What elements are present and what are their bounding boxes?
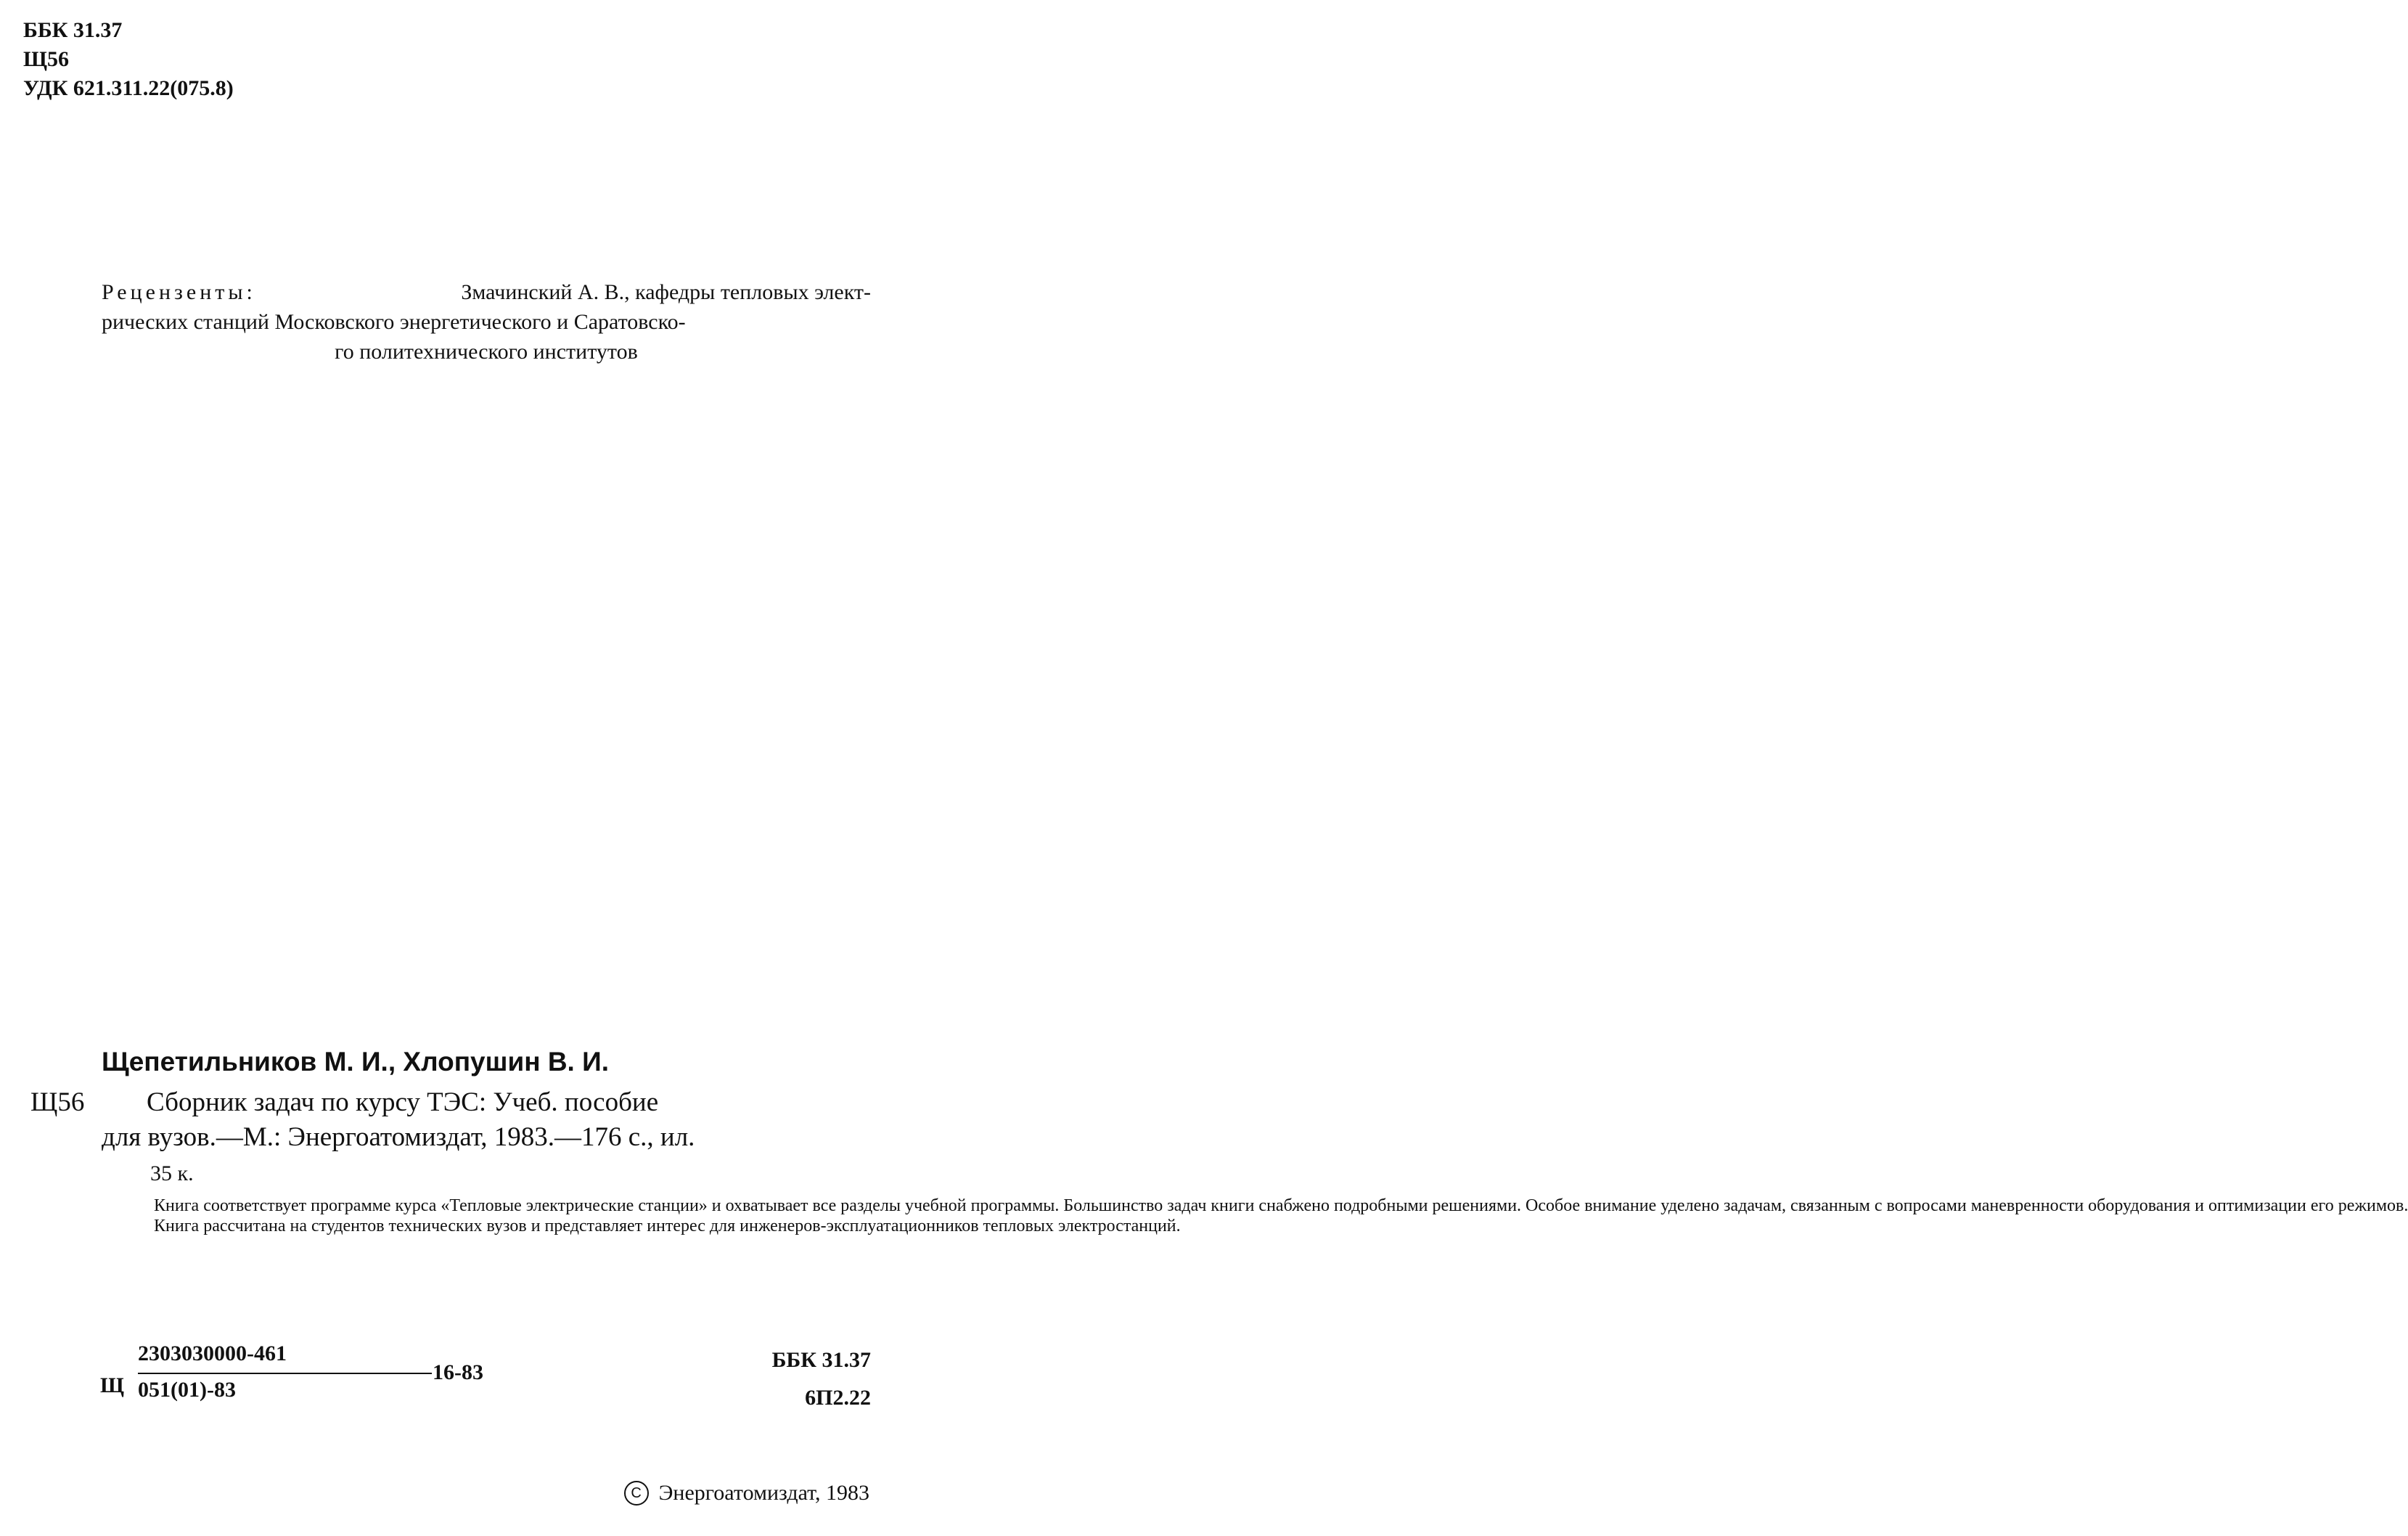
udk-code: УДК 621.311.22(075.8) — [23, 76, 234, 100]
title-line1: Сборник задач по курсу ТЭС: Учеб. пособие — [147, 1087, 659, 1117]
formula-denominator: 051(01)-83 — [138, 1378, 236, 1402]
price: 35 к. — [150, 1161, 194, 1185]
annotation — [102, 1196, 2408, 1236]
reviewers-line3: го политехнического институтов — [335, 340, 638, 364]
annotation-paragraph-2: Книга рассчитана на студентов технических вузов и представляет интерес для инженеров-эксплуатационников тепловых электростанций. — [154, 1217, 1181, 1235]
record-code: Щ56 — [30, 1087, 85, 1117]
copyright-line — [624, 1481, 869, 1506]
reviewers-line1: Змачинский А. В., кафедры тепловых элект- — [461, 280, 871, 304]
reviewers-line2: рических станций Московского энергетического и Саратовско- — [102, 310, 686, 334]
copyright-text: Энергоатомиздат, 1983 — [658, 1481, 869, 1505]
formula-numerator: 2303030000-461 — [138, 1341, 287, 1365]
reviewers-label: Рецензенты: — [102, 280, 256, 304]
bbk-footer — [772, 1341, 871, 1417]
catalog-codes — [23, 16, 234, 103]
title-line2: для вузов.—М.: Энергоатомиздат, 1983.—176 с., ил. — [102, 1122, 695, 1152]
authors: Щепетильников М. И., Хлопушин В. И. — [102, 1047, 609, 1077]
formula-prefix: Щ — [100, 1373, 124, 1397]
fraction-bar — [138, 1373, 432, 1374]
bibliographic-record — [30, 1085, 872, 1193]
bbk-code: ББК 31.37 — [23, 18, 123, 42]
bbk-footer-line1: ББК 31.37 — [771, 1348, 871, 1372]
classification-code: Щ56 — [23, 47, 69, 71]
annotation-paragraph-1: Книга соответствует программе курса «Тепловые электрические станции» и охватывает все разделы учебной программы. Большинство задач книги снабжено подробными решениями. Особое внимание уделено задачам, связанным с вопросами маневренности оборудования и оптимизации его режимов. — [154, 1196, 2408, 1215]
reviewers-block — [102, 277, 871, 367]
formula-suffix: 16-83 — [433, 1360, 483, 1384]
bbk-footer-line2: 6П2.22 — [805, 1386, 871, 1410]
copyright-icon: C — [624, 1481, 649, 1506]
